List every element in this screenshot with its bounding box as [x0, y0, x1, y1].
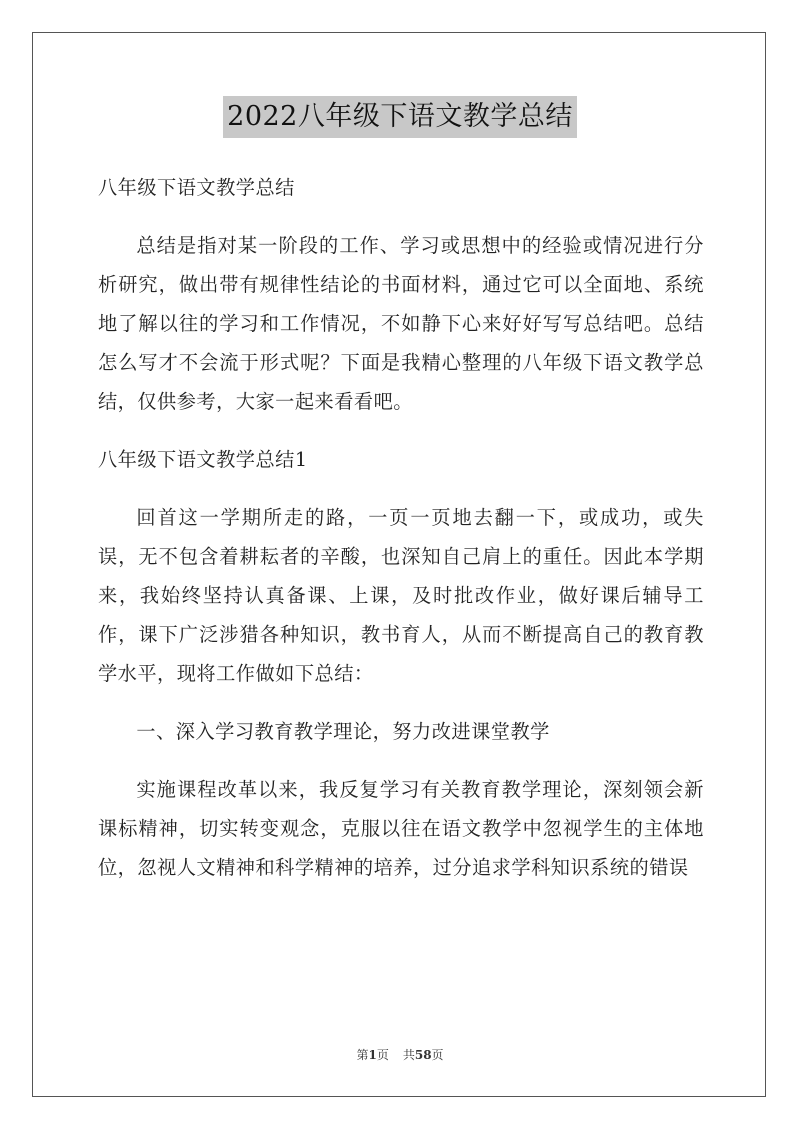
total-pages: 58 — [414, 1048, 432, 1062]
section-paragraph: 回首这一学期所走的路，一页一页地去翻一下，或成功，或失误，无不包含着耕耘者的辛酸，也深知自己肩上的重任。因此本学期来，我始终坚持认真备课、上课，及时批改作业，做好课后辅导工作，课下广泛涉猎各种知识，教书育人，从而不断提高自己的教育教学水平，现将工作做如下总结： — [98, 506, 704, 685]
section-heading: 八年级下语文教学总结1 — [98, 448, 308, 471]
intro-heading: 八年级下语文教学总结 — [98, 176, 295, 199]
page-footer — [0, 1046, 800, 1063]
page-prefix: 第 — [356, 1048, 369, 1062]
page-number: 1 — [368, 1048, 377, 1062]
subheading: 一、深入学习教育教学理论，努力改进课堂教学 — [136, 720, 550, 743]
document-title: 2022八年级下语文教学总结 — [223, 96, 577, 138]
title-container — [0, 96, 800, 138]
page-suffix: 页 — [376, 1048, 389, 1062]
total-suffix: 页 — [431, 1048, 444, 1062]
section-paragraph: 实施课程改革以来，我反复学习有关教育教学理论，深刻领会新课标精神，切实转变观念，克服以往在语文教学中忽视学生的主体地位，忽视人文精神和科学精神的培养，过分追求学科知识系统的错误 — [98, 778, 704, 879]
document-body — [98, 168, 704, 906]
total-prefix: 共 — [402, 1048, 415, 1062]
intro-paragraph: 总结是指对某一阶段的工作、学习或思想中的经验或情况进行分析研究，做出带有规律性结论的书面材料，通过它可以全面地、系统地了解以往的学习和工作情况，不如静下心来好好写写总结吧。总结怎么写才不会流于形式呢？下面是我精心整理的八年级下语文教学总结，仅供参考，大家一起来看看吧。 — [98, 234, 704, 413]
